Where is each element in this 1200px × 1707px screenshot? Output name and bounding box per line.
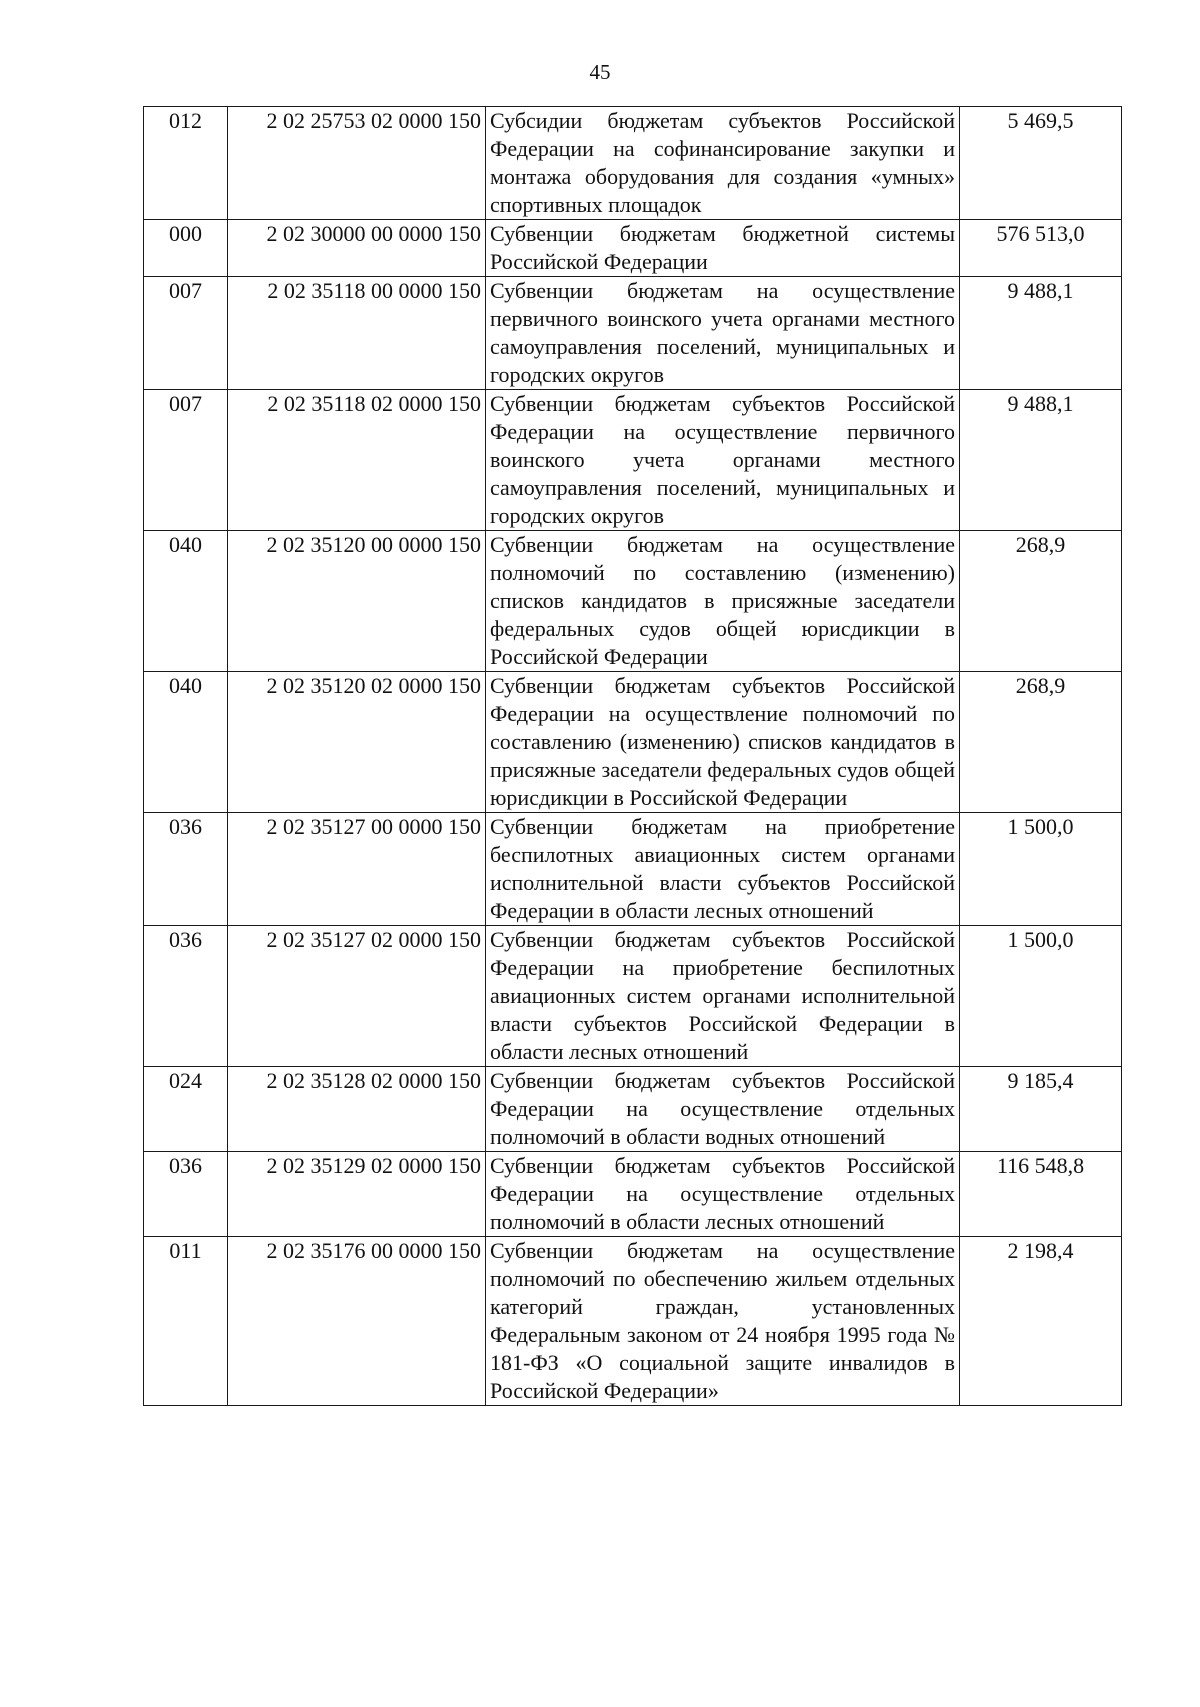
table-row (144, 813, 1122, 926)
revenue-name-cell: Субвенции бюджетам на приобретение беспилотных авиационных систем органами исполнительной власти субъектов Российской Федерации в области лесных отношений (486, 813, 960, 926)
budget-code-cell: 2 02 35128 02 0000 150 (228, 1067, 486, 1152)
table-row (144, 531, 1122, 672)
admin-code-cell: 036 (144, 1152, 228, 1237)
amount-cell: 576 513,0 (960, 220, 1122, 277)
revenue-name-cell: Субвенции бюджетам субъектов Российской Федерации на осуществление отдельных полномочий в области лесных отношений (486, 1152, 960, 1237)
admin-code-cell: 011 (144, 1237, 228, 1406)
page-number: 45 (589, 60, 611, 84)
amount-cell: 1 500,0 (960, 813, 1122, 926)
amount-cell: 1 500,0 (960, 926, 1122, 1067)
table-row (144, 390, 1122, 531)
table-row (144, 277, 1122, 390)
amount-cell: 116 548,8 (960, 1152, 1122, 1237)
table-row (144, 220, 1122, 277)
table-row (144, 1237, 1122, 1406)
table-row (144, 672, 1122, 813)
budget-code-cell: 2 02 35176 00 0000 150 (228, 1237, 486, 1406)
admin-code-cell: 007 (144, 277, 228, 390)
amount-cell: 9 185,4 (960, 1067, 1122, 1152)
budget-code-cell: 2 02 35129 02 0000 150 (228, 1152, 486, 1237)
admin-code-cell: 007 (144, 390, 228, 531)
revenue-name-cell: Субвенции бюджетам субъектов Российской Федерации на осуществление первичного воинского учета органами местного самоуправления поселений, муниципальных и городских округов (486, 390, 960, 531)
table-row (144, 1152, 1122, 1237)
revenue-name-cell: Субвенции бюджетам на осуществление полномочий по обеспечению жильем отдельных категорий граждан, установленных Федеральным законом от 24 ноября 1995 года № 181-ФЗ «О социальной защите инвалидов в Российской Федерации» (486, 1237, 960, 1406)
budget-code-cell: 2 02 35127 02 0000 150 (228, 926, 486, 1067)
budget-code-cell: 2 02 35120 02 0000 150 (228, 672, 486, 813)
revenue-name-cell: Субвенции бюджетам субъектов Российской Федерации на приобретение беспилотных авиационных систем органами исполнительной власти субъектов Российской Федерации в области лесных отношений (486, 926, 960, 1067)
revenue-name-cell: Субвенции бюджетам на осуществление полномочий по составлению (изменению) списков кандидатов в присяжные заседатели федеральных судов общей юрисдикции в Российской Федерации (486, 531, 960, 672)
budget-table (143, 106, 1122, 1406)
amount-cell: 9 488,1 (960, 277, 1122, 390)
admin-code-cell: 024 (144, 1067, 228, 1152)
amount-cell: 5 469,5 (960, 107, 1122, 220)
budget-code-cell: 2 02 35120 00 0000 150 (228, 531, 486, 672)
amount-cell: 2 198,4 (960, 1237, 1122, 1406)
admin-code-cell: 036 (144, 813, 228, 926)
admin-code-cell: 012 (144, 107, 228, 220)
amount-cell: 268,9 (960, 672, 1122, 813)
amount-cell: 9 488,1 (960, 390, 1122, 531)
table-row (144, 926, 1122, 1067)
amount-cell: 268,9 (960, 531, 1122, 672)
admin-code-cell: 040 (144, 531, 228, 672)
budget-code-cell: 2 02 25753 02 0000 150 (228, 107, 486, 220)
budget-code-cell: 2 02 35127 00 0000 150 (228, 813, 486, 926)
table-row (144, 1067, 1122, 1152)
budget-code-cell: 2 02 30000 00 0000 150 (228, 220, 486, 277)
revenue-name-cell: Субвенции бюджетам на осуществление первичного воинского учета органами местного самоуправления поселений, муниципальных и городских округов (486, 277, 960, 390)
budget-code-cell: 2 02 35118 00 0000 150 (228, 277, 486, 390)
revenue-name-cell: Субвенции бюджетам субъектов Российской Федерации на осуществление отдельных полномочий в области водных отношений (486, 1067, 960, 1152)
admin-code-cell: 036 (144, 926, 228, 1067)
revenue-name-cell: Субсидии бюджетам субъектов Российской Федерации на софинансирование закупки и монтажа оборудования для создания «умных» спортивных площадок (486, 107, 960, 220)
revenue-name-cell: Субвенции бюджетам субъектов Российской Федерации на осуществление полномочий по составлению (изменению) списков кандидатов в присяжные заседатели федеральных судов общей юрисдикции в Российской Федерации (486, 672, 960, 813)
admin-code-cell: 000 (144, 220, 228, 277)
budget-code-cell: 2 02 35118 02 0000 150 (228, 390, 486, 531)
admin-code-cell: 040 (144, 672, 228, 813)
revenue-name-cell: Субвенции бюджетам бюджетной системы Российской Федерации (486, 220, 960, 277)
table-row (144, 107, 1122, 220)
